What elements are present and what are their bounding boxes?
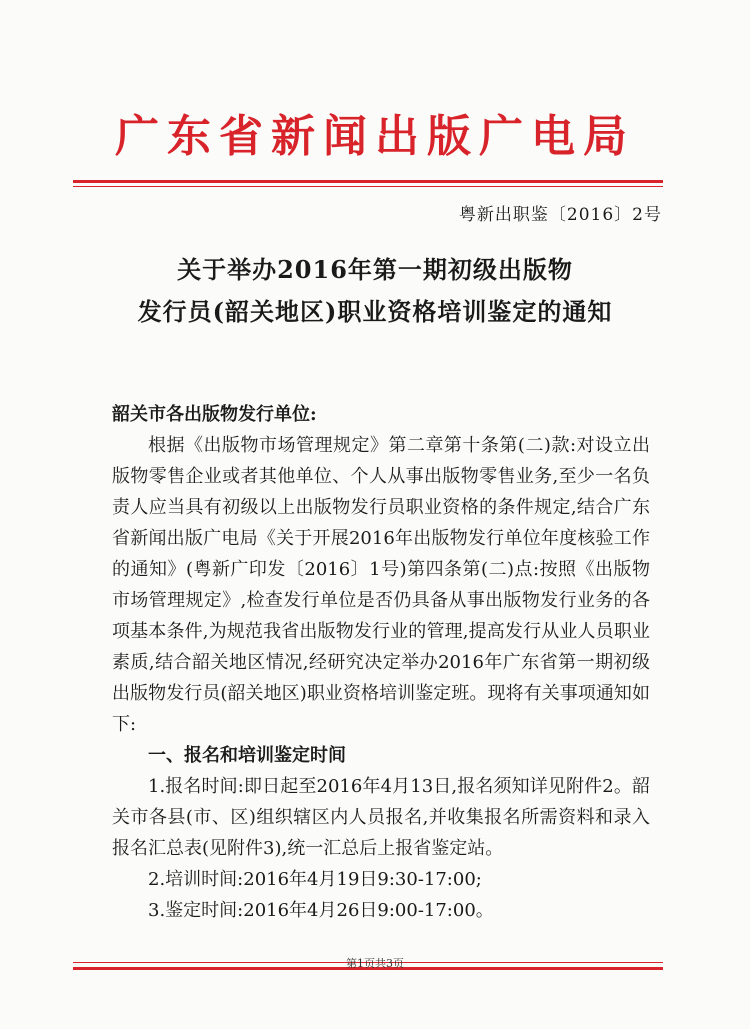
header-rule-thin [73, 186, 663, 187]
header-rule-thick [73, 180, 663, 183]
document-number: 粤新出职鉴〔2016〕2号 [458, 205, 662, 225]
section-1-title: 一、报名和培训鉴定时间 [148, 745, 346, 766]
item-1: 1.报名时间:即日起至2016年4月13日,报名须知详见附件2。韶关市各县(市、区)组织辖区内人员报名,并收集报名所需资料和录入报名汇总表(见附件3),统一汇总后上报省鉴定站。 [112, 776, 650, 859]
org-title: 广东省新闻出版广电局 [115, 111, 635, 162]
body-paragraph-1: 根据《出版物市场管理规定》第二章第十条第(二)款:对设立出版物零售企业或者其他单位、个人从事出版物零售业务,至少一名负责人应当具有初级以上出版物发行员职业资格的条件规定,结合广东省新闻出版广电局《关于开展2016年出版物发行单位年度核验工作的通知》(粤新广印发〔2016〕1号)第四条第(二)点:按照《出版物市场管理规定》,检查发行单位是否仍具备从事出版物发行业务的各项基本条件,为规范我省出版物发行业的管理,提高发行从业人员职业素质,结合韶关地区情况,经研究决定举办2016年广东省第一期初级出版物发行员(韶关地区)职业资格培训鉴定班。现将有关事项通知如下: [112, 435, 650, 735]
notice-title-line-2: 发行员(韶关地区)职业资格培训鉴定的通知 [137, 297, 613, 326]
item-2: 2.培训时间:2016年4月19日9:30-17:00; [148, 869, 482, 890]
notice-body [112, 430, 650, 926]
page-number: 第1页共3页 [346, 957, 404, 970]
addressee: 韶关市各出版物发行单位: [112, 404, 317, 425]
notice-title-line-1: 关于举办2016年第一期初级出版物 [177, 255, 573, 284]
item-3: 3.鉴定时间:2016年4月26日9:00-17:00。 [148, 900, 494, 921]
